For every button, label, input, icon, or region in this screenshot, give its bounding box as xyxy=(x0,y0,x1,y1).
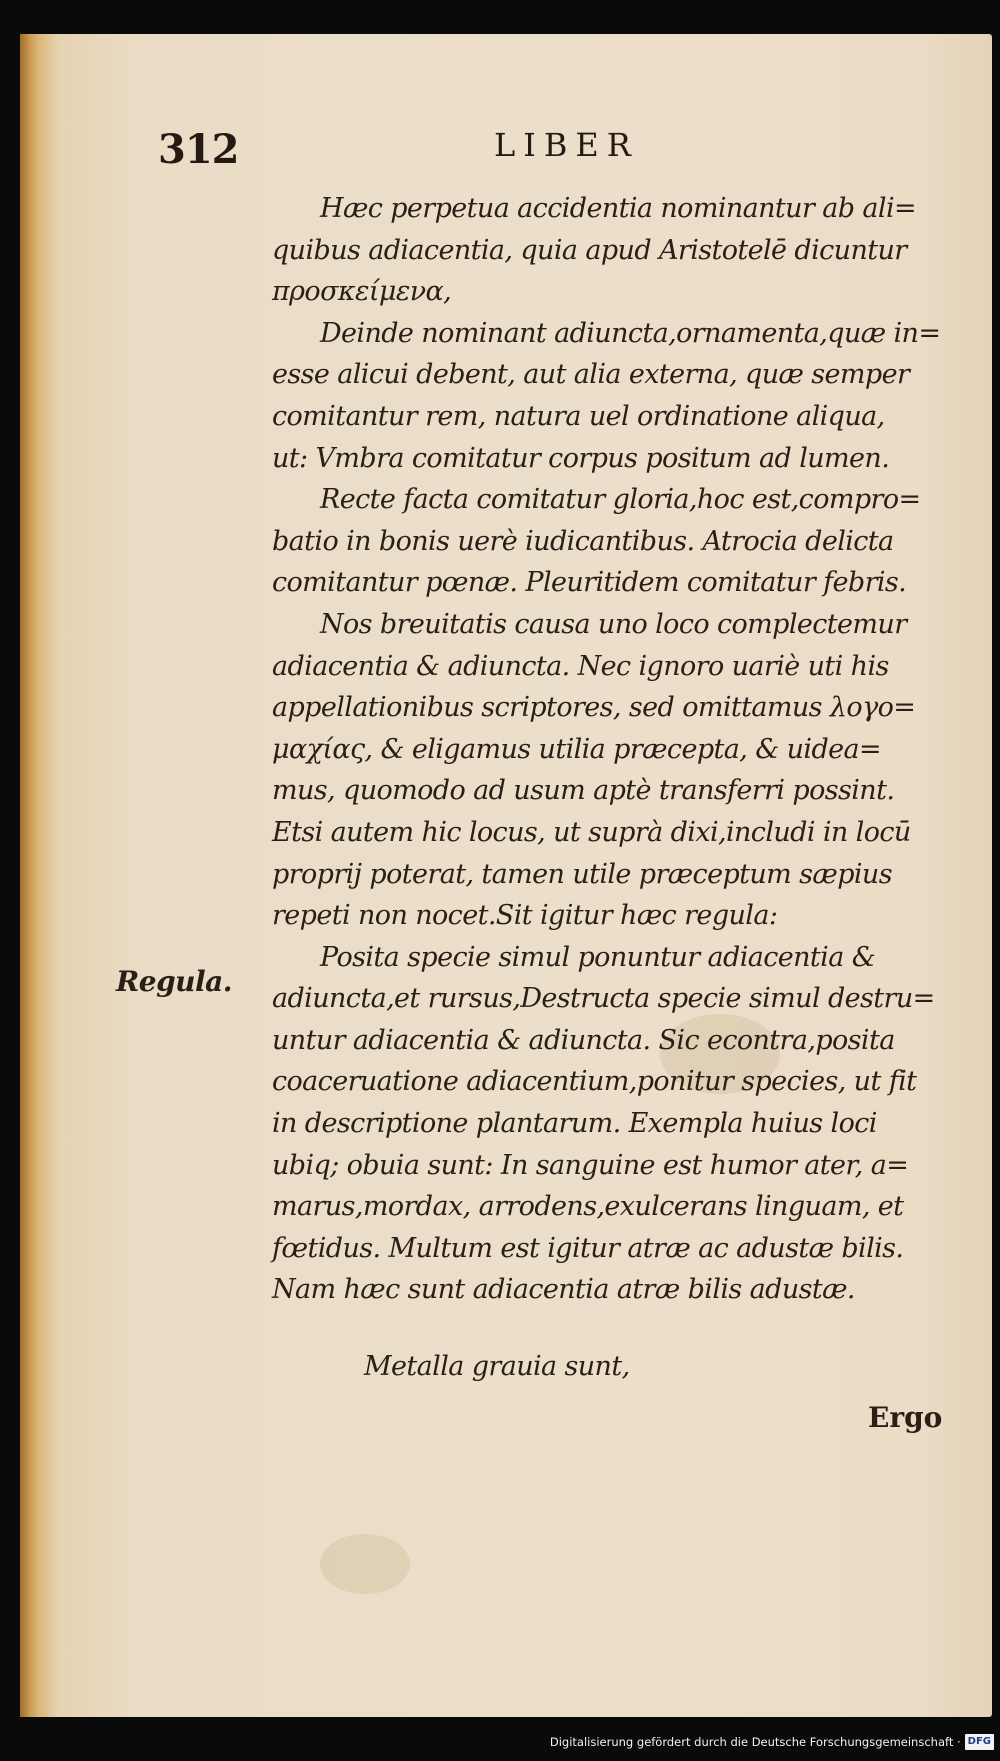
text-line: appellationibus scriptores, sed omittamus λογο= xyxy=(272,692,916,724)
text-line: coaceruatione adiacentium,ponitur species, ut fit xyxy=(272,1066,917,1098)
text-line: Recte facta comitatur gloria,hoc est,compro= xyxy=(320,484,921,516)
dfg-logo: DFG xyxy=(965,1734,994,1750)
text-line: comitantur rem, natura uel ordinatione aliqua, xyxy=(272,400,885,432)
body-text xyxy=(272,188,941,1311)
footer-credit-text: Digitalisierung gefördert durch die Deutsche Forschungsgemeinschaft · xyxy=(549,1735,961,1749)
text-line: Nos breuitatis causa uno loco complectemur xyxy=(320,608,907,640)
text-line: Posita specie simul ponuntur adiacentia & xyxy=(320,941,876,973)
text-line: proprij poterat, tamen utile præceptum sæpius xyxy=(272,858,892,890)
text-line: batio in bonis uerè iudicantibus. Atrocia delicta xyxy=(272,525,894,557)
text-line: marus,mordax, arrodens,exulcerans linguam, et xyxy=(272,1191,904,1223)
text-line: in descriptione plantarum. Exempla huius loci xyxy=(272,1108,877,1140)
page-gutter-edge xyxy=(20,34,38,1717)
text-line: μαχίας, & eligamus utilia præcepta, & uidea= xyxy=(272,733,882,765)
text-line: Etsi autem hic locus, ut suprà dixi,includi in locū xyxy=(272,816,911,848)
text-line: Deinde nominant adiuncta,ornamenta,quæ in= xyxy=(320,317,941,349)
text-line: Hæc perpetua accidentia nominantur ab ali= xyxy=(320,193,917,224)
margin-note: Regula. xyxy=(116,965,233,998)
page-number: 312 xyxy=(158,126,239,173)
text-line: adiacentia & adiuncta. Nec ignoro uariè uti his xyxy=(272,650,889,682)
running-title: LIBER xyxy=(494,126,639,164)
text-line: ut: Vmbra comitatur corpus positum ad lumen. xyxy=(272,442,890,474)
catchword: Ergo xyxy=(868,1401,943,1434)
text-line: untur adiacentia & adiuncta. Sic econtra,posita xyxy=(272,1024,895,1056)
paper-stain xyxy=(320,1534,410,1594)
text-line: fœtidus. Multum est igitur atræ ac adustæ bilis. xyxy=(272,1232,904,1264)
text-line: adiuncta,et rursus,Destructa specie simul destru= xyxy=(272,983,935,1015)
text-line: ubiq; obuia sunt: In sanguine est humor ater, a= xyxy=(272,1149,909,1181)
footer-credit xyxy=(550,1731,994,1753)
text-line: repeti non nocet.Sit igitur hæc regula: xyxy=(272,900,778,932)
text-line: Nam hæc sunt adiacentia atræ bilis adustæ. xyxy=(272,1274,855,1306)
text-line: προσκείμενα, xyxy=(272,276,452,308)
text-line: mus, quomodo ad usum aptè transferri possint. xyxy=(272,775,895,807)
text-line: esse alicui debent, aut alia externa, quæ semper xyxy=(272,359,910,391)
subtext-line: Metalla grauia sunt, xyxy=(364,1351,630,1382)
text-line: comitantur pœnæ. Pleuritidem comitatur febris. xyxy=(272,567,907,599)
text-line: quibus adiacentia, quia apud Aristotelē dicuntur xyxy=(272,234,907,266)
